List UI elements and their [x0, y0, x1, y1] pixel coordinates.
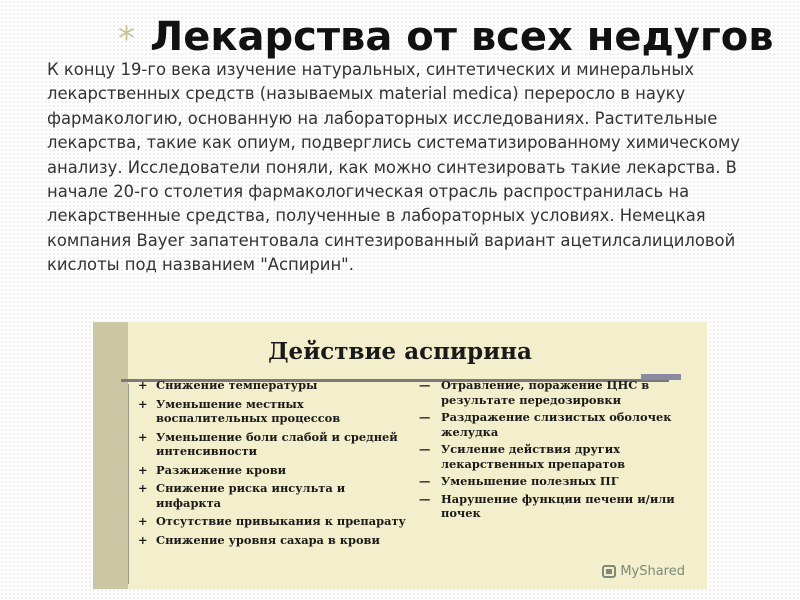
negative-effect-text: Усиление действия других лекарственных препаратов [441, 442, 626, 471]
dash-icon: — [419, 442, 431, 456]
list-item [138, 378, 413, 393]
plus-icon: + [138, 378, 148, 392]
positive-effect-text: Снижение уровня сахара в крови [156, 532, 380, 547]
dash-icon: — [419, 491, 431, 506]
plus-icon: + [138, 514, 148, 528]
dash-icon: — [419, 474, 431, 488]
plus-icon: + [138, 481, 148, 495]
list-item [419, 474, 679, 489]
positive-effect-text: Снижение риска инсульта и инфаркта [156, 481, 346, 510]
watermark-text: MyShared [620, 564, 685, 579]
positive-effects-list [138, 378, 413, 551]
list-item [138, 397, 413, 426]
positive-effect-text: Отсутствие привыкания к препарату [156, 514, 406, 528]
plus-icon: + [138, 429, 148, 444]
title-bullet-icon: * [118, 19, 135, 59]
myshared-watermark [602, 564, 685, 579]
plus-icon: + [138, 396, 148, 411]
positive-effect-text: Уменьшение местных воспалительных процессов [156, 396, 341, 425]
image-title: Действие аспирина [268, 338, 532, 365]
plus-icon: + [138, 462, 148, 477]
dash-icon: — [419, 410, 431, 424]
list-item [419, 492, 679, 521]
dash-icon: — [419, 378, 431, 392]
list-item [138, 463, 413, 478]
list-item [138, 514, 413, 529]
negative-effect-text: Нарушение функции печени и/или почек [441, 491, 675, 520]
list-item [419, 410, 679, 439]
negative-effect-text: Раздражение слизистых оболочек желудка [441, 410, 672, 439]
slide-title: Лекарства от всех недугов [150, 14, 774, 60]
positive-effect-text: Снижение температуры [156, 378, 318, 392]
negative-effect-text: Отравление, поражение ЦНС в результате передозировки [441, 378, 650, 407]
list-item [419, 442, 679, 471]
list-item [138, 481, 413, 510]
image-vertical-line [128, 384, 129, 584]
list-item [419, 378, 679, 407]
negative-effect-text: Уменьшение полезных ПГ [441, 474, 619, 488]
negative-effects-list [419, 378, 679, 524]
positive-effect-text: Разжижение крови [156, 462, 287, 477]
aspirin-effects-image [93, 322, 707, 589]
slide-body-text: К концу 19-го века изучение натуральных, синтетических и минеральных лекарственных средств (называемых material medica) переросло в науку фармакологию, основанную на лабораторных исследованиях. Растительные лекарства, такие как опиум, подверглись систематизированному химическому анализу. Исследователи поняли, как можно синтезировать такие лекарства. В начале 20-го столетия фармакологическая отрасль распространилась на лекарственные средства, полученные в лабораторных условиях. Немецкая компания Bayer запатентовала синтезированный вариант ацетилсалициловой кислоты под названием "Аспирин". [47, 60, 741, 275]
plus-icon: + [138, 532, 148, 547]
list-item [138, 533, 413, 548]
positive-effect-text: Уменьшение боли слабой и средней интенсивности [156, 429, 398, 458]
list-item [138, 430, 413, 459]
myshared-logo-icon [602, 565, 616, 578]
